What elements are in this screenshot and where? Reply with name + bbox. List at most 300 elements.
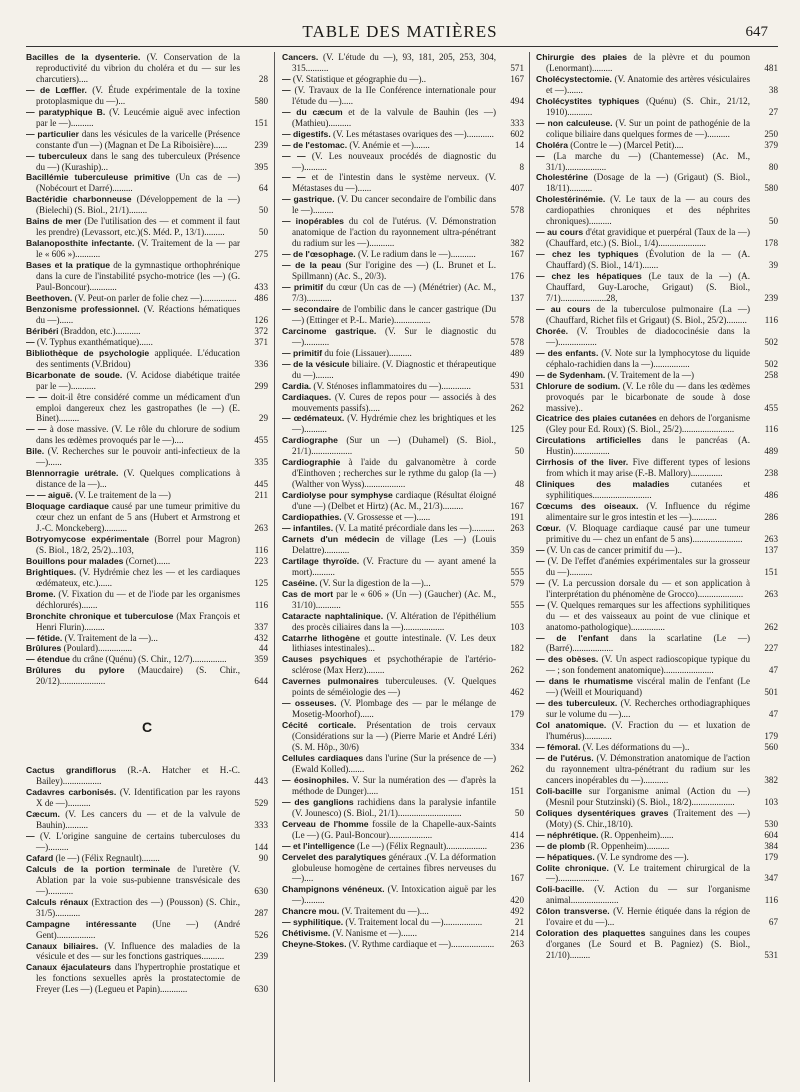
entry-reference: Five different types of lesions from which it may arise (F.-B. Mallory)..............	[546, 457, 751, 479]
entry-term: Canaux éjaculateurs	[26, 962, 111, 973]
index-entry	[536, 851, 778, 863]
index-entry	[26, 238, 268, 260]
entry-reference: (V. Troubles de diadococinésie dans la —).................	[546, 325, 750, 347]
entry-reference: dans les vésicules de la varicelle (Présence constante d'un —) (Magnan et De La Riboisière)......	[36, 128, 240, 150]
entry-term: Campagne intéressante	[26, 918, 137, 929]
index-entry	[282, 413, 524, 435]
entry-reference: sur l'organisme animal (Action du —) (Mesnil pour Stutzinski) (S. Biol., 18/2)...................	[546, 785, 750, 807]
entry-page: 531	[510, 380, 524, 391]
entry-reference: de l'ombilic dans le cancer gastrique (Du —) (Ettinger et P.-L. Marie)................	[292, 303, 496, 325]
entry-page: 630	[254, 885, 268, 896]
entry-term: — non calculeuse.	[536, 117, 613, 128]
entry-page: 489	[510, 347, 524, 358]
entry-page: 502	[764, 336, 778, 347]
entry-term: Cholestérinémie.	[536, 194, 606, 205]
index-entry	[536, 139, 778, 151]
entry-page: 178	[764, 238, 778, 249]
entry-term: Cafard	[26, 852, 54, 863]
index-entry	[26, 106, 268, 129]
entry-reference: (V. Recherches orthodiagraphiques sur le volume du —)....	[546, 698, 750, 720]
entry-term: —	[282, 84, 291, 95]
entry-term: Coli-bacille	[536, 785, 582, 796]
index-entry	[282, 533, 524, 556]
entry-reference: (V. Leucémie aiguë avec infection par le —)..........	[36, 106, 240, 128]
entry-reference: fossile de la Chapelle-aux-Saints (Le —) (G. Paul-Boncour)...................	[292, 818, 496, 840]
entry-term: Carcinome gastrique.	[282, 325, 377, 336]
entry-page: 28	[258, 73, 268, 84]
entry-page: 227	[764, 643, 778, 654]
entry-term: Cataracte naphtalinique.	[282, 610, 384, 621]
index-entry	[26, 787, 268, 809]
entry-term: Cholécystites typhiques	[536, 95, 640, 106]
entry-term: Bacillémie tuberculeuse primitive	[26, 172, 170, 183]
index-entry	[282, 358, 524, 381]
entry-term: —	[536, 544, 545, 555]
entry-page: 529	[254, 798, 268, 809]
entry-reference: (V. L'étude du —), 93, 181, 205, 253, 304, 315..........	[292, 52, 496, 73]
entry-reference: (V. Fraction du — et luxation de l'humérus)............	[546, 720, 750, 742]
index-entry	[536, 742, 778, 753]
index-entry	[536, 862, 778, 885]
entry-reference: (V. Les cancers du — et de la valvule de Bauhin)..........	[36, 809, 240, 831]
entry-term: Chétivisme.	[282, 928, 331, 939]
entry-reference: dans l'urine (Sur la présence de —) (Ewald Kolled).......	[292, 753, 496, 774]
entry-reference: sanguines dans les coupes d'organes (Le Sourd et B. Pagniez) (S. Biol., 21/10).........	[546, 928, 750, 961]
entry-page: 490	[510, 369, 524, 380]
entry-reference: (V. Acidose diabétique traitée par le —)...........	[36, 369, 240, 391]
index-entry	[26, 555, 268, 567]
entry-reference: (V. Les métastases ovariques des —)............	[333, 128, 494, 139]
entry-reference: (V. Typhus exanthématique)......	[36, 336, 153, 347]
index-entry	[26, 292, 268, 304]
entry-page: 604	[764, 829, 778, 840]
index-entry	[536, 325, 778, 348]
entry-page: 137	[510, 292, 524, 303]
index-entry	[536, 785, 778, 808]
entry-page: 630	[254, 984, 268, 995]
entry-term: — —	[282, 150, 306, 161]
entry-reference: cutanées et syphilitiques..........................	[546, 479, 750, 501]
entry-term: Champignons vénéneux.	[282, 884, 385, 895]
entry-term: —	[536, 599, 545, 610]
entry-reference: du cœur (Un cas de —) (Ménétrier) (Ac. M., 7/3)...........	[292, 282, 496, 303]
entry-term: Cerveau de l'homme	[282, 818, 369, 829]
entry-reference: (Max François et Henri Flurin).........	[36, 610, 240, 632]
entry-reference: et de la valvule de Bauhin (les —) (Mathieu)..........	[292, 106, 496, 128]
entry-reference: (V. Quelques remarques sur les affections syphilitiques du — et des vaisseaux au point de vue clinique et anatomo-pathologique)...............	[546, 599, 750, 632]
entry-page: 116	[764, 424, 778, 435]
index-entry	[282, 52, 524, 74]
entry-page: 263	[764, 533, 778, 544]
entry-term: Cas de mort	[282, 588, 334, 599]
entry-reference: par le « 606 » (Un —) (Gaucher) (Ac. M., 31/10)...........	[292, 588, 496, 610]
entry-term: Carnets d'un médecin	[282, 533, 380, 544]
index-entry	[26, 194, 268, 216]
entry-page: 263	[510, 939, 524, 950]
entry-page: 116	[764, 314, 778, 325]
entry-term: Chirurgie des plaies	[536, 52, 627, 62]
entry-page: 238	[764, 468, 778, 479]
entry-page: 443	[254, 776, 268, 787]
index-entry	[26, 391, 268, 425]
entry-term: — néphrétique.	[536, 829, 599, 840]
entry-reference: et de l'intestin dans le système nerveux. (V. Métastases du —)......	[292, 172, 496, 194]
index-column-3	[536, 52, 778, 1082]
entry-term: Bactéridie charbonneuse	[26, 194, 132, 205]
entry-reference: (V. Étude expérimentale de la toxine protoplasmique du —)...	[36, 84, 240, 106]
entry-page: 90	[258, 852, 268, 863]
entry-term: — hépatiques.	[536, 851, 595, 862]
entry-term: Brightiques.	[26, 566, 77, 577]
entry-page: 578	[510, 314, 524, 325]
entry-reference: (V. Hydrémie chez les — et les cardiaques œdémateux, etc.)......	[36, 566, 240, 588]
entry-term: —	[26, 336, 35, 347]
entry-reference: (V. Le radium dans le —)...........	[357, 249, 476, 260]
column-divider	[529, 52, 530, 1082]
entry-page: 239	[764, 292, 778, 303]
entry-reference: d'état gravidique et puerpéral (Taux de la —) (Chauffard, etc.) (S. Biol., 1/4).....................	[546, 227, 750, 249]
entry-term: Choléra	[536, 139, 568, 150]
entry-term: — des tuberculeux.	[536, 698, 618, 709]
entry-page: 384	[764, 840, 778, 851]
entry-reference: généraux .(V. La déformation globuleuse homogène de certaines fibres nerveuses du —)....	[292, 851, 496, 884]
index-entry	[26, 940, 268, 963]
entry-page: 182	[510, 643, 524, 654]
index-entry	[26, 325, 268, 337]
index-entry	[282, 753, 524, 775]
entry-page: 486	[764, 490, 778, 501]
entry-page: 531	[764, 950, 778, 961]
entry-term: Cardiopathies.	[282, 512, 342, 523]
entry-term: Cholécystectomie.	[536, 73, 612, 84]
entry-reference: (V. Altération de l'épithélium des procès ciliaires dans la —)..................	[292, 610, 497, 632]
index-entry	[282, 457, 524, 490]
entry-term: —	[536, 555, 545, 566]
entry-reference: (V. Le rôle du — dans les œdèmes provoqués par le bicarbonate de soude à dose massive)..	[546, 380, 750, 413]
entry-reference: (V. Anémie et —).......	[349, 139, 430, 150]
entry-page: 347	[764, 873, 778, 884]
entry-page: 555	[510, 599, 524, 610]
index-entry	[282, 522, 524, 534]
entry-reference: Présentation de trois cervaux (Considérations sur la —) (Pierre Marie et André Léri) (S. M. Hôp., 30/6)	[292, 720, 496, 753]
entry-reference: (Le —) (Félix Regnault)..................	[357, 840, 488, 851]
entry-term: Bronchite chronique et tuberculose	[26, 610, 174, 621]
entry-page: 116	[254, 544, 268, 555]
entry-page: 44	[258, 643, 268, 654]
entry-reference: (Quénu) (S. Chir., 21/12, 1910)...........	[546, 95, 750, 117]
entry-page: 125	[254, 577, 268, 588]
entry-reference: (V. Démonstration anatomique de l'action du rayonnement ultra-pénétrant du radium sur les cancers inopérables du —)...........	[546, 753, 750, 785]
entry-page: 144	[254, 841, 268, 852]
index-entry	[26, 150, 268, 173]
entry-term: — de Sydenham.	[536, 369, 606, 380]
entry-reference: et psychothérapie de l'artério-sclérose (Max Herz)........	[292, 654, 496, 676]
index-entry	[536, 807, 778, 830]
entry-reference: (V. Traitement du —)....	[341, 906, 429, 917]
entry-term: — chez les typhiques	[536, 249, 639, 260]
index-entry	[536, 753, 778, 786]
index-entry	[282, 698, 524, 720]
entry-page: 50	[258, 227, 268, 238]
entry-term: Coloration des plaquettes	[536, 928, 646, 939]
entry-reference: (V. Un cas de cancer primitif du —)..	[546, 544, 683, 555]
entry-reference: (V. Traitement local du —).................	[345, 917, 483, 928]
index-entry	[282, 380, 524, 392]
entry-reference: (V. Plombage des — par le mélange de Mosetig-Moorhof)......	[292, 698, 496, 720]
entry-term: Balanoposthite infectante.	[26, 238, 135, 249]
entry-term: Cellules cardiaques	[282, 753, 364, 763]
entry-page: 137	[764, 544, 778, 555]
entry-term: — chez les hépatiques	[536, 271, 642, 282]
index-entry	[282, 555, 524, 578]
entry-term: Brûlures du pylore	[26, 665, 125, 676]
entry-reference: (V. Action du — sur l'organisme animal.....................	[546, 884, 750, 906]
entry-term: Cliniques des maladies	[536, 479, 670, 490]
entry-page: 382	[510, 238, 524, 249]
entry-term: — paratyphique B.	[26, 106, 106, 117]
index-entry	[536, 271, 778, 304]
entry-page: 67	[768, 917, 778, 928]
entry-page: 492	[510, 906, 524, 917]
entry-term: Chorée.	[536, 325, 568, 336]
index-entry	[26, 765, 268, 787]
index-entry	[26, 336, 268, 348]
index-entry	[536, 369, 778, 381]
entry-reference: (V. Fracture du — ayant amené la mort)..........	[292, 555, 497, 577]
entry-page: 64	[258, 183, 268, 194]
entry-reference: appliquée. L'éducation des sentiments (V.Bridou)	[36, 347, 240, 369]
entry-term: Coli-bacille.	[536, 884, 585, 895]
index-entry	[282, 216, 524, 249]
entry-page: 262	[510, 763, 524, 774]
entry-term: Cirrhosis of the liver.	[536, 457, 629, 468]
entry-reference: (Le taux de la —) (A. Chauffard, Guy-Laroche, Grigaut) (S. Biol., 7/1)....................28,	[546, 271, 750, 303]
entry-reference: (Une —) (André Gent).................	[36, 918, 240, 940]
index-entry	[26, 852, 268, 864]
entry-page: 167	[510, 873, 524, 884]
index-entry	[26, 665, 268, 687]
entry-page: 359	[510, 544, 524, 555]
entry-reference: (V. Cures de repos pour — associés à des mouvements passifs).....	[292, 391, 496, 413]
index-entry	[536, 479, 778, 501]
entry-page: 432	[254, 632, 268, 643]
entry-reference: (V. Fixation du — et de l'iode par les organismes déchlorurés).......	[36, 588, 241, 610]
entry-term: Chancre mou.	[282, 906, 340, 917]
entry-term: — fémoral.	[536, 742, 581, 753]
index-entry	[282, 303, 524, 326]
index-entry	[282, 73, 524, 85]
entry-term: Cartilage thyroïde.	[282, 555, 360, 566]
entry-page: 462	[510, 687, 524, 698]
index-entry	[536, 928, 778, 961]
entry-term: — digestifs.	[282, 128, 331, 139]
entry-reference: (V. Traitement de la —)...	[64, 632, 158, 643]
entry-term: — de plomb	[536, 840, 586, 851]
entry-page: 407	[510, 183, 524, 194]
entry-page: 21	[514, 917, 524, 928]
entry-reference: (V. Rythme cardiaque et —)...................	[348, 939, 495, 950]
entry-term: Circulations artificielles	[536, 435, 642, 446]
entry-page: 262	[510, 402, 524, 413]
entry-term: — infantiles.	[282, 522, 334, 533]
entry-term: Cavernes pulmonaires	[282, 676, 379, 687]
entry-reference: (V. Peut-on parler de folie chez —)...............	[74, 292, 237, 303]
entry-page: 526	[254, 929, 268, 940]
entry-page: 50	[514, 446, 524, 457]
entry-term: Cadavres carbonisés.	[26, 787, 117, 798]
entry-reference: (V. De l'effet d'anémies expérimentales sur la grosseur du —)..........	[546, 555, 750, 577]
entry-page: 414	[510, 829, 524, 840]
entry-reference: (V. Hernie étiquée dans la région de l'ovaire et du —)...	[546, 906, 750, 928]
entry-reference: V. Sur la numération des — d'après la méthode de Dunger).....	[292, 774, 497, 796]
entry-term: — de Lœffler.	[26, 84, 87, 95]
index-entry	[282, 654, 524, 676]
entry-term: — primitif	[282, 282, 324, 293]
entry-reference: dans le sang des tuberculeux (Présence du —) (Kuraship)...	[36, 150, 240, 172]
entry-reference: (Sur un —) (Duhamel) (S. Biol., 21/1)..................	[292, 435, 496, 457]
entry-reference: (V. Les déformations du —)..	[582, 742, 690, 753]
index-entry	[282, 139, 524, 151]
entry-page: 433	[254, 282, 268, 293]
entry-reference: (V. Travaux de la IIe Conférence internationale pour l'étude du —).....	[292, 84, 496, 106]
entry-reference: (Dosage de la —) (Grigaut) (S. Biol., 18/11)..........	[546, 172, 750, 194]
entry-reference: doit-il être considéré comme un médicament d'un emploi dangereux chez les gastropathes (le —) (E. Binet).........	[36, 391, 241, 424]
entry-page: 14	[514, 139, 524, 150]
entry-reference: (Évolution de la — (A. Chauffard) (S. Biol., 14/1).......	[546, 249, 750, 271]
entry-term: Colite chronique.	[536, 862, 609, 873]
index-entry	[26, 918, 268, 941]
index-entry	[536, 720, 778, 742]
entry-term: Brome.	[26, 588, 56, 599]
entry-reference: (V. Le syndrome des —).	[597, 851, 689, 862]
index-entry	[282, 249, 524, 260]
entry-reference: (Un cas de —) (Nobécourt et Darré).........	[36, 172, 240, 194]
index-entry	[26, 172, 268, 194]
index-entry	[26, 896, 268, 919]
index-entry	[536, 501, 778, 523]
entry-term: Brûlures	[26, 643, 62, 654]
entry-reference: (V. Influence du régime alimentaire sur le gros intestin et les —)...........	[546, 501, 750, 523]
index-entry	[282, 172, 524, 194]
index-entry	[282, 84, 524, 107]
index-entry	[282, 325, 524, 348]
entry-term: Calculs rénaux	[26, 896, 89, 907]
index-entry	[282, 106, 524, 129]
entry-page: 275	[254, 249, 268, 260]
entry-reference: (le —) (Félix Regnault)........	[55, 852, 160, 863]
index-column-1	[26, 52, 268, 1082]
entry-term: Benzonisme professionnel.	[26, 303, 140, 314]
entry-term: — dans le rhumatisme	[536, 676, 633, 687]
index-entry	[282, 676, 524, 698]
entry-page: 176	[510, 271, 524, 282]
entry-term: Coliques dysentériques graves	[536, 807, 669, 818]
running-title: TABLE DES MATIÈRES	[302, 22, 498, 41]
entry-page: 580	[764, 183, 778, 194]
index-entry	[26, 347, 268, 370]
index-entry	[26, 216, 268, 238]
entry-reference: (V. Anatomie des artères vésiculaires et —).......	[546, 73, 750, 95]
entry-reference: (R.-A. Hatcher et H.-C. Bailey).................	[36, 765, 240, 787]
index-entry	[26, 610, 268, 633]
entry-term: — gastrique.	[282, 194, 335, 205]
entry-reference: (R. Oppenheim)......	[600, 829, 674, 840]
entry-page: 580	[254, 95, 268, 106]
entry-term: — de la peau	[282, 260, 342, 271]
entry-page: 179	[764, 851, 778, 862]
entry-page: 47	[768, 709, 778, 720]
entry-term: Caséine.	[282, 577, 318, 588]
entry-reference: (R. Oppenheim)..........	[587, 840, 670, 851]
entry-page: 38	[768, 84, 778, 95]
entry-reference: (V. Recherches sur le pouvoir anti-infectieux de la —)......	[36, 446, 240, 468]
index-entry	[282, 928, 524, 939]
entry-reference: viscéral malin de l'enfant (Le —) (Weill et Mouriquand)	[546, 676, 750, 698]
entry-term: Cheyne-Stokes.	[282, 939, 347, 950]
entry-page: 27	[768, 106, 778, 117]
entry-reference: (V. Sur le diagnostic du —)...........	[292, 325, 496, 347]
index-entry	[282, 851, 524, 885]
entry-page: 239	[254, 139, 268, 150]
entry-reference: (V. Le traitement de la —)	[75, 490, 171, 501]
entry-reference: (V. Conservation de la reproductivité du vibrion du choléra et du — sur les charcutiers)....	[36, 52, 240, 84]
entry-term: — des ganglions	[282, 796, 354, 807]
index-entry	[536, 95, 778, 118]
entry-term: — —	[26, 391, 48, 402]
entry-term: — au cours	[536, 303, 591, 314]
page-header	[0, 14, 800, 44]
entry-page: 179	[764, 731, 778, 742]
entry-term: Catarrhe lithogène	[282, 632, 360, 643]
entry-page: 335	[254, 457, 268, 468]
entry-page: 395	[254, 161, 268, 172]
index-entry	[282, 840, 524, 852]
entry-term: — fétide.	[26, 632, 63, 643]
entry-term: Bacilles de la dysenterie.	[26, 52, 141, 62]
entry-page: 167	[510, 249, 524, 260]
entry-reference: cardiaque (Résultat éloigné d'une —) (Delbet et Hirtz) (Ac. M., 21/3).........	[292, 490, 496, 512]
index-entry	[536, 654, 778, 676]
entry-reference: (V. Note sur la lymphocytose du liquide céphalo-rachidien dans la —)................	[546, 347, 750, 369]
entry-term: Cardia.	[282, 380, 312, 391]
entry-reference: (V. Sténoses inflammatoires du —).............	[313, 380, 471, 391]
entry-term: Cardiaques.	[282, 391, 332, 402]
entry-page: 47	[768, 665, 778, 676]
entry-page: 167	[510, 501, 524, 512]
index-entry	[536, 632, 778, 655]
entry-term: — particulier	[26, 128, 79, 139]
entry-reference: du crâne (Quénu) (S. Chir., 12/7)...............	[72, 654, 227, 665]
entry-term: Bibliothèque de psychologie	[26, 347, 150, 358]
entry-page: 125	[510, 424, 524, 435]
entry-reference: à dose massive. (V. Le rôle du chlorure de sodium dans les œdèmes provoqués par le —)....	[36, 424, 240, 446]
entry-page: 126	[254, 314, 268, 325]
index-entry	[536, 906, 778, 928]
entry-page: 371	[254, 336, 268, 347]
index-entry	[26, 52, 268, 85]
entry-page: 420	[510, 895, 524, 906]
entry-reference: (V. Nanisme et —).......	[332, 928, 417, 939]
entry-term: — œdémateux.	[282, 413, 345, 424]
entry-reference: (V. Intoxication aiguë par les —).........	[292, 884, 497, 906]
index-entry	[282, 282, 524, 304]
entry-reference: (Braddon, etc.)...........	[60, 325, 141, 336]
entry-term: Cœcums des oiseaux.	[536, 501, 639, 512]
entry-page: 167	[510, 73, 524, 84]
index-entry	[536, 227, 778, 249]
index-entry	[26, 468, 268, 490]
entry-reference: du foie (Lissauer)..........	[324, 347, 412, 358]
